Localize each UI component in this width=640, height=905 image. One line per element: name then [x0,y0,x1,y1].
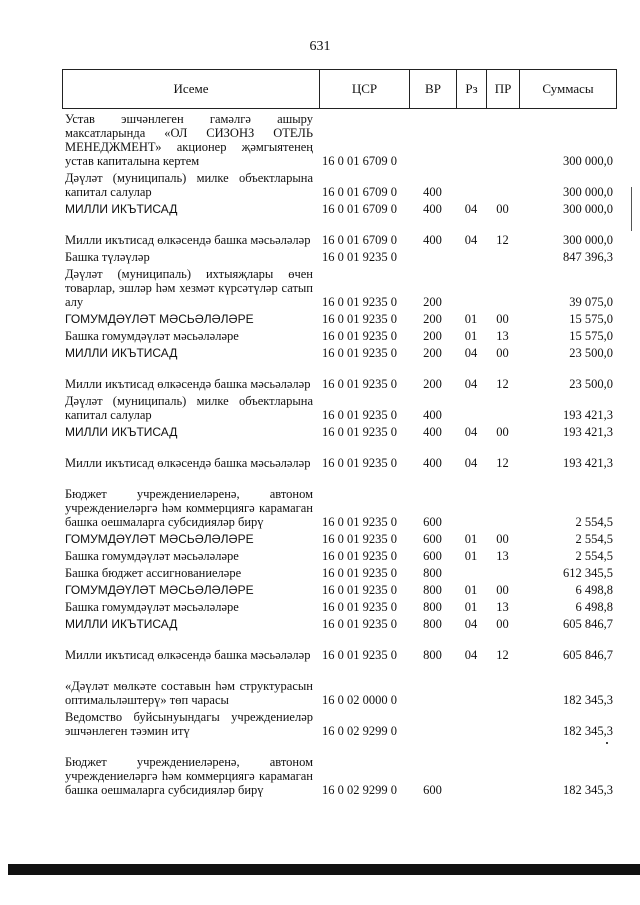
row-vr-cell: 800 [423,648,442,662]
row-csr-cell: 16 0 02 0000 0 [322,693,397,707]
row-name-cell: Бюджет учреждениеләренә, автоном учреждениеләргә һәм коммерциягә карамаган башка оешмаларга субсидияләр бирү [65,487,313,529]
table-row [62,580,616,597]
row-csr-cell: 16 0 01 9235 0 [322,648,397,662]
row-csr-cell: 16 0 01 9235 0 [322,312,397,326]
column-header-name: Исеме [63,70,320,109]
row-vr-cell: 400 [423,456,442,470]
row-pr-cell: 12 [496,456,509,470]
row-pr-cell: 00 [496,583,509,597]
row-rz-cell: 04 [464,202,478,216]
row-pr-cell: 00 [496,202,509,216]
row-vr-cell: 800 [423,600,442,614]
table-row [62,662,616,707]
row-vr-cell: 400 [423,408,442,422]
row-vr-cell: 200 [423,346,442,360]
row-pr-cell: 00 [496,312,509,326]
table-row [62,216,616,247]
row-csr-cell: 16 0 01 6709 0 [322,185,397,199]
row-name-cell: Устав эшчәнлеген гамәлгә ашыру максатларында «ОЛ СИЗОНЗ ОТЕЛЬ МЕНЕДЖМЕНТ» акционер җәмгыятенең устав капиталына кертем [65,112,313,168]
row-sum-cell: 182 345,3 [563,693,613,707]
row-csr-cell: 16 0 01 9235 0 [322,425,397,439]
row-csr-cell: 16 0 01 9235 0 [322,583,397,597]
row-pr-cell: 12 [496,648,509,662]
row-csr-cell: 16 0 02 9299 0 [322,783,397,797]
scan-dot [606,742,608,744]
row-rz-cell: 04 [464,377,478,391]
row-vr-cell: 600 [423,515,442,529]
row-sum-cell: 15 575,0 [569,312,613,326]
row-vr-cell: 200 [423,295,442,309]
table-row [62,247,616,264]
row-rz-cell: 04 [464,648,478,662]
row-sum-cell: 6 498,8 [575,583,613,597]
row-csr-cell: 16 0 01 9235 0 [322,600,397,614]
row-vr-cell: 400 [423,202,442,216]
row-csr-cell: 16 0 01 9235 0 [322,408,397,422]
table-body [62,109,616,797]
row-vr-cell: 800 [423,617,442,631]
row-name-cell: Ведомство буйсынуындагы учреждениеләр эшчәнлеген тәэмин итү [65,710,313,738]
row-vr-cell: 200 [423,377,442,391]
row-vr-cell: 800 [423,583,442,597]
row-name-cell: Дәүләт (муниципаль) ихтыяҗлары өчен товарлар, эшләр һәм хезмәт күрсәтүләр сатып алу [65,267,313,309]
row-sum-cell: 2 554,5 [575,515,613,529]
row-pr-cell: 12 [496,233,509,247]
table-row [62,391,616,422]
row-name-cell: «Дәүләт мөлкәте составын һәм структурасын оптимальләштерү» төп чарасы [65,679,313,707]
row-csr-cell: 16 0 02 9299 0 [322,724,397,738]
row-name-cell: Дәүләт (муниципаль) милке объектларына капитал салулар [65,394,313,422]
row-csr-cell: 16 0 01 9235 0 [322,329,397,343]
row-name-cell: ГОМУМДӘҮЛӘТ МӘСЬӘЛӘЛӘРЕ [65,532,254,546]
row-sum-cell: 605 846,7 [563,617,613,631]
row-rz-cell: 01 [464,532,478,546]
table-row [62,264,616,309]
row-sum-cell: 182 345,3 [563,783,613,797]
row-pr-cell: 12 [496,377,509,391]
column-header-rz: Рз [457,70,487,109]
row-csr-cell: 16 0 01 9235 0 [322,617,397,631]
row-name-cell: Башка бюджет ассигнованиеләре [65,566,242,580]
row-rz-cell: 04 [464,233,478,247]
table-row [62,529,616,546]
row-rz-cell: 04 [464,456,478,470]
row-csr-cell: 16 0 01 9235 0 [322,377,397,391]
row-pr-cell: 00 [496,532,509,546]
row-name-cell: Башка гомумдәүләт мәсьәләләре [65,549,239,563]
table-header [62,69,617,109]
row-csr-cell: 16 0 01 9235 0 [322,250,397,264]
table-row [62,631,616,662]
table-row [62,597,616,614]
row-sum-cell: 193 421,3 [563,456,613,470]
row-name-cell: Башка түләүләр [65,250,150,264]
column-header-vr: ВР [410,70,457,109]
row-rz-cell: 04 [464,425,478,439]
column-header-sum: Суммасы [520,70,617,109]
row-vr-cell: 400 [423,185,442,199]
column-header-csr: ЦСР [320,70,410,109]
table-row [62,614,616,631]
row-csr-cell: 16 0 01 9235 0 [322,515,397,529]
row-sum-cell: 605 846,7 [563,648,613,662]
row-rz-cell: 04 [464,346,478,360]
row-sum-cell: 847 396,3 [563,250,613,264]
column-header-pr: ПР [487,70,520,109]
table-row [62,439,616,470]
table-row [62,199,616,216]
row-vr-cell: 600 [423,549,442,563]
row-csr-cell: 16 0 01 6709 0 [322,233,397,247]
row-vr-cell: 400 [423,233,442,247]
row-name-cell: МИЛЛИ ИКЪТИСАД [65,202,178,216]
page-number: 631 [309,39,331,54]
table-row [62,422,616,439]
row-sum-cell: 300 000,0 [563,233,613,247]
row-sum-cell: 612 345,5 [563,566,613,580]
table-row [62,470,616,529]
row-name-cell: МИЛЛИ ИКЪТИСАД [65,346,178,360]
row-csr-cell: 16 0 01 6709 0 [322,202,397,216]
scan-edge-bar [8,864,640,875]
row-name-cell: Бюджет учреждениеләренә, автоном учреждениеләргә һәм коммерциягә карамаган башка оешмаларга субсидияләр бирү [65,755,313,797]
row-sum-cell: 2 554,5 [575,549,613,563]
row-pr-cell: 00 [496,617,509,631]
table-row [62,326,616,343]
row-name-cell: Милли икътисад өлкәсендә башка мәсьәләләр [65,377,311,391]
row-name-cell: ГОМУМДӘҮЛӘТ МӘСЬӘЛӘЛӘРЕ [65,312,254,326]
row-csr-cell: 16 0 01 9235 0 [322,549,397,563]
row-rz-cell: 01 [464,549,478,563]
row-rz-cell: 01 [464,329,478,343]
row-vr-cell: 600 [423,532,442,546]
row-rz-cell: 01 [464,312,478,326]
table-row [62,109,616,168]
row-csr-cell: 16 0 01 9235 0 [322,346,397,360]
row-pr-cell: 13 [496,600,509,614]
row-rz-cell: 01 [464,600,478,614]
table-row [62,309,616,326]
table-row [62,168,616,199]
table-row [62,360,616,391]
row-rz-cell: 01 [464,583,478,597]
row-sum-cell: 300 000,0 [563,185,613,199]
table-row [62,707,616,738]
row-sum-cell: 300 000,0 [563,154,613,168]
row-csr-cell: 16 0 01 6709 0 [322,154,397,168]
row-sum-cell: 15 575,0 [569,329,613,343]
row-vr-cell: 200 [423,329,442,343]
margin-mark [631,187,632,231]
row-sum-cell: 23 500,0 [569,346,613,360]
row-csr-cell: 16 0 01 9235 0 [322,532,397,546]
row-name-cell: МИЛЛИ ИКЪТИСАД [65,425,178,439]
row-name-cell: Милли икътисад өлкәсендә башка мәсьәләләр [65,648,311,662]
row-sum-cell: 300 000,0 [563,202,613,216]
row-sum-cell: 23 500,0 [569,377,613,391]
row-sum-cell: 193 421,3 [563,425,613,439]
row-sum-cell: 182 345,3 [563,724,613,738]
row-name-cell: Милли икътисад өлкәсендә башка мәсьәләләр [65,456,311,470]
row-pr-cell: 00 [496,425,509,439]
row-vr-cell: 400 [423,425,442,439]
row-rz-cell: 04 [464,617,478,631]
row-vr-cell: 800 [423,566,442,580]
table-row [62,343,616,360]
row-name-cell: Башка гомумдәүләт мәсьәләләре [65,329,239,343]
row-pr-cell: 13 [496,549,509,563]
row-sum-cell: 6 498,8 [575,600,613,614]
row-name-cell: Дәүләт (муниципаль) милке объектларына капитал салулар [65,171,313,199]
table-row [62,563,616,580]
row-pr-cell: 00 [496,346,509,360]
row-sum-cell: 39 075,0 [569,295,613,309]
row-csr-cell: 16 0 01 9235 0 [322,456,397,470]
row-vr-cell: 200 [423,312,442,326]
row-csr-cell: 16 0 01 9235 0 [322,566,397,580]
row-name-cell: ГОМУМДӘҮЛӘТ МӘСЬӘЛӘЛӘРЕ [65,583,254,597]
row-sum-cell: 2 554,5 [575,532,613,546]
row-sum-cell: 193 421,3 [563,408,613,422]
row-csr-cell: 16 0 01 9235 0 [322,295,397,309]
row-vr-cell: 600 [423,783,442,797]
row-name-cell: МИЛЛИ ИКЪТИСАД [65,617,178,631]
row-name-cell: Башка гомумдәүләт мәсьәләләре [65,600,239,614]
table-row [62,738,616,797]
table-row [62,546,616,563]
row-name-cell: Милли икътисад өлкәсендә башка мәсьәләләр [65,233,311,247]
row-pr-cell: 13 [496,329,509,343]
